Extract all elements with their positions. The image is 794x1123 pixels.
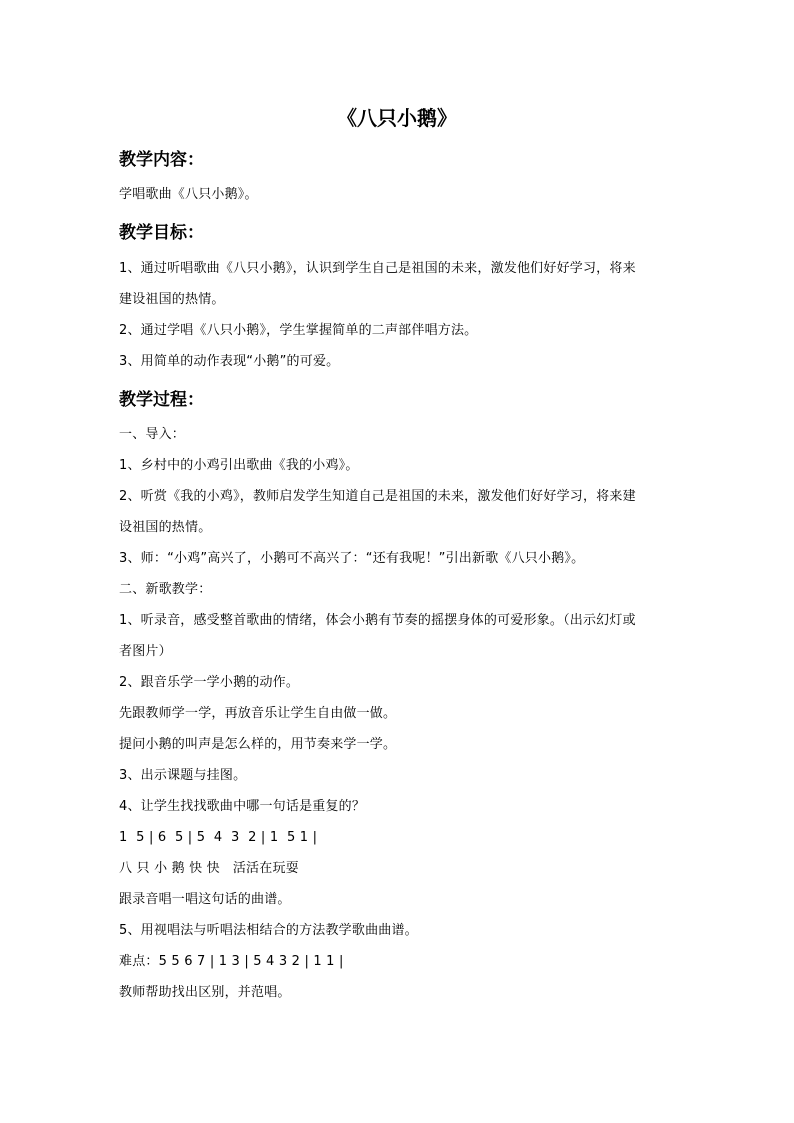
paragraph-line: 3、用简单的动作表现“小鹅”的可爱。 — [119, 354, 340, 369]
paragraph-line: 教师帮助找出区别，并范唱。 — [119, 985, 291, 1000]
music-notation-line: 1 5 | 6 5 | 5 4 3 2 | 1 5 1 | — [119, 830, 318, 845]
paragraph-line: 1、听录音，感受整首歌曲的情绪，体会小鹅有节奏的摇摆身体的可爱形象。（出示幻灯或 — [119, 613, 636, 628]
music-notation-line: 难点：5 5 6 7 | 1 3 | 5 4 3 2 | 1 1 | — [119, 954, 344, 969]
section-heading-process: 教学过程： — [119, 390, 204, 410]
document-title: 《八只小鹅》 — [337, 106, 457, 130]
paragraph-line: 先跟教师学一学，再放音乐让学生自由做一做。 — [119, 706, 397, 721]
paragraph-line: 3、出示课题与挂图。 — [119, 768, 247, 783]
paragraph-line: 3、师：“小鸡”高兴了，小鹅可不高兴了：“还有我呢！”引出新歌《八只小鹅》。 — [119, 551, 585, 566]
paragraph-line: 2、听赏《我的小鸡》，教师启发学生知道自己是祖国的未来，激发他们好好学习，将来建 — [119, 489, 636, 504]
paragraph-line: 2、通过学唱《八只小鹅》，学生掌握简单的二声部伴唱方法。 — [119, 323, 478, 338]
paragraph-line: 者图片） — [119, 644, 172, 659]
section-heading-goals: 教学目标： — [119, 223, 204, 243]
paragraph-line: 二、新歌教学： — [119, 582, 212, 597]
lyrics-line: 八 只 小 鹅 快 快 活活在玩耍 — [119, 861, 299, 876]
paragraph-line: 一、导入： — [119, 427, 186, 442]
paragraph-line: 跟录音唱一唱这句话的曲谱。 — [119, 892, 291, 907]
paragraph-line: 设祖国的热情。 — [119, 520, 212, 535]
paragraph-line: 5、用视唱法与听唱法相结合的方法教学歌曲曲谱。 — [119, 923, 418, 938]
paragraph-line: 1、通过听唱歌曲《八只小鹅》，认识到学生自己是祖国的未来，激发他们好好学习，将来 — [119, 261, 636, 276]
paragraph-line: 建设祖国的热情。 — [119, 292, 225, 307]
paragraph-line: 提问小鹅的叫声是怎么样的，用节奏来学一学。 — [119, 737, 397, 752]
paragraph-line: 2、跟音乐学一学小鹅的动作。 — [119, 675, 300, 690]
section-heading-content: 教学内容： — [119, 150, 204, 170]
paragraph-line: 学唱歌曲《八只小鹅》。 — [119, 187, 258, 202]
paragraph-line: 1、乡村中的小鸡引出歌曲《我的小鸡》。 — [119, 458, 359, 473]
paragraph-line: 4、让学生找找歌曲中哪一句话是重复的？ — [119, 799, 366, 814]
